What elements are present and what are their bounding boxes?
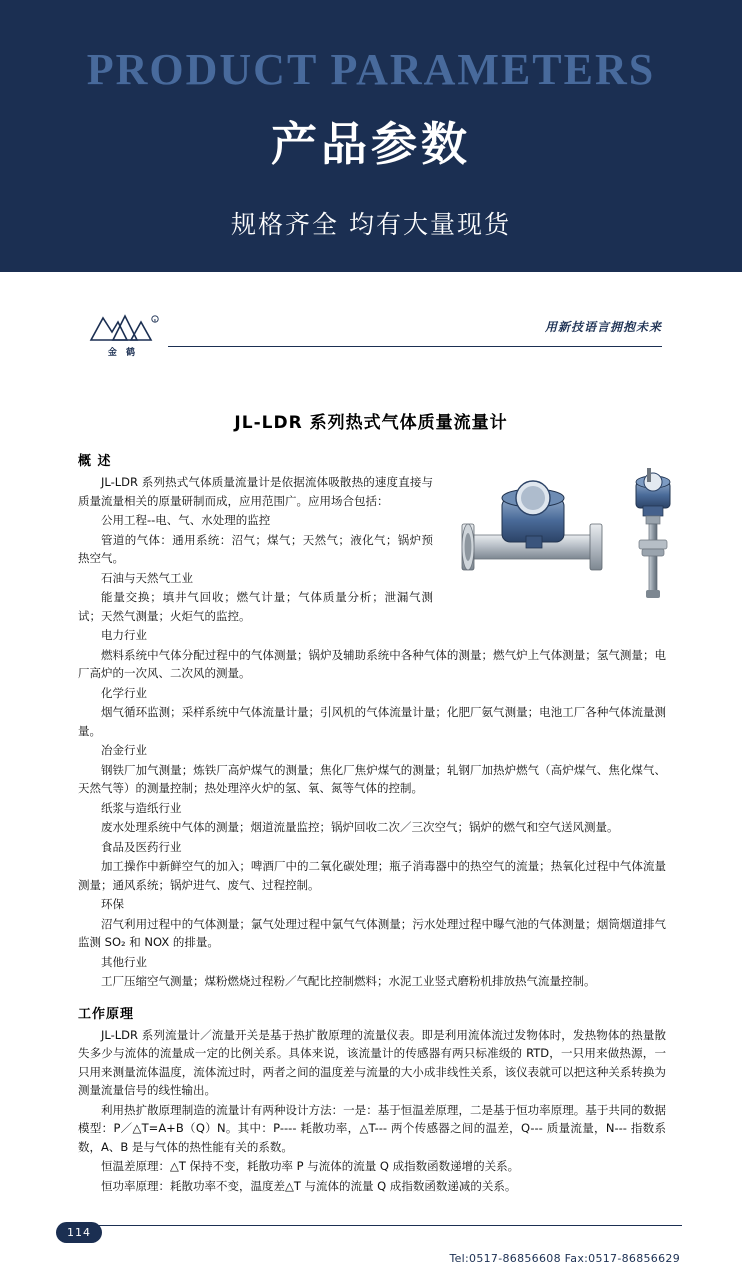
section-heading-overview: 概 述: [78, 454, 112, 469]
paragraph: 恒功率原理：耗散功率不变，温度差△T 与流体的流量 Q 成指数函数递减的关系。: [101, 1178, 517, 1193]
paragraph: JL-LDR 系列热式气体质量流量计是依据流体吸散热的速度直接与质量流量相关的原量研制而成，应用范围广。应用场合包括：: [78, 475, 433, 508]
paragraph: 工厂压缩空气测量；煤粉燃烧过程粉／气配比控制燃料；水泥工业竖式磨粉机排放热气流量控制。: [101, 974, 596, 988]
footer-contact: Tel:0517-86856608 Fax:0517-86856629: [449, 1252, 680, 1265]
paragraph: 钢铁厂加气测量；炼铁厂高炉煤气的测量；焦化厂焦炉煤气的测量；轧钢厂加热炉燃气（高炉煤气、焦化煤气、天然气等）的测量控制；热处理淬火炉的氢、氧、氮等气体的控制。: [78, 762, 666, 795]
banner-english-title: PRODUCT PARAMETERS: [86, 45, 656, 94]
paragraph: 纸浆与造纸行业: [101, 800, 182, 815]
paragraph: 能量交换；填井气回收；燃气计量；气体质量分析；泄漏气测试；天然气测量；火炬气的监控。: [78, 590, 433, 623]
paragraph: 冶金行业: [101, 743, 147, 757]
section-heading-principle: 工作原理: [78, 1006, 135, 1022]
svg-text:R: R: [153, 318, 157, 323]
page-number-badge: 114: [56, 1222, 102, 1243]
paragraph: 利用热扩散原理制造的流量计有两种设计方法：一是：基于恒温差原理，二是基于恒功率原理。基于共同的数据模型：P／△T=A+B（Q）N。其中：P---- 耗散功率，△T--- 两个传感器之间的温差，Q--- 质量流量，N--- 指数系数，A、B 是与气体的热性能有关的系数。: [78, 1102, 666, 1154]
paragraph: 沼气利用过程中的气体测量；氯气处理过程中氯气气体测量；污水处理过程中曝气池的气体测量；烟筒烟道排气监测 SO₂ 和 NOX 的排量。: [78, 916, 666, 949]
paragraph: 食品及医药行业: [101, 839, 182, 854]
page-title: JL-LDR 系列热式气体质量流量计: [234, 413, 508, 433]
company-name: 金 鹤: [107, 348, 139, 358]
paragraph: 管道的气体：通用系统：沼气；煤气；天然气；液化气；锅炉预热空气。: [78, 532, 433, 565]
paragraph: 化学行业: [101, 685, 147, 700]
brand-slogan: 用新技语言拥抱未来: [544, 320, 662, 334]
brand-header: [80, 310, 662, 372]
banner-subtitle: 规格齐全 均有大量现货: [231, 210, 511, 239]
footer-divider: [60, 1225, 682, 1226]
mountain-logo-icon: [87, 310, 159, 344]
paragraph: 恒温差原理：△T 保持不变，耗散功率 P 与流体的流量 Q 成指数函数递增的关系。: [101, 1159, 520, 1173]
paragraph: 加工操作中新鲜空气的加入；啤酒厂中的二氧化碳处理；瓶子消毒器中的热空气的流量；热氧化过程中气体流量测量；通风系统；锅炉进气、废气、过程控制。: [78, 859, 666, 892]
paragraph: 公用工程--电、气、水处理的监控: [101, 513, 271, 527]
article-body: [78, 450, 666, 1196]
paragraph: 燃料系统中气体分配过程中的气体测量；锅炉及辅助系统中各种气体的测量；燃气炉上气体测量；氢气测量；电厂高炉的一次风、二次风的测量。: [78, 647, 666, 680]
paragraph: JL-LDR 系列流量计／流量开关是基于热扩散原理的流量仪表。即是利用流体流过发物体时，发热物体的热量散失多少与流体的流量成一定的比例关系。具体来说，该流量计的传感器有两只标准级的 RTD，一只用来做热源，一只用来测量流体温度，流体流过时，两者之间的温度差与流量的大小成非线性关系，该仪表就可以把这种关系转换为测量流量信号的线性输出。: [78, 1027, 666, 1097]
banner-chinese-title: 产品参数: [271, 117, 471, 171]
company-logo: [80, 310, 166, 358]
header-divider: [168, 346, 662, 347]
page-banner: [0, 0, 742, 272]
paragraph: 石油与天然气工业: [101, 570, 193, 585]
paragraph: 环保: [101, 897, 124, 911]
paragraph: 废水处理系统中气体的测量；烟道流量监控；锅炉回收二次／三次空气；锅炉的燃气和空气送风测量。: [101, 820, 619, 834]
paragraph: 电力行业: [101, 628, 147, 642]
paragraph: 其他行业: [101, 954, 147, 969]
paragraph: 烟气循环监测；采样系统中气体流量计量；引风机的气体流量计量；化肥厂氨气测量；电池工厂各种气体流量测量。: [78, 705, 666, 738]
